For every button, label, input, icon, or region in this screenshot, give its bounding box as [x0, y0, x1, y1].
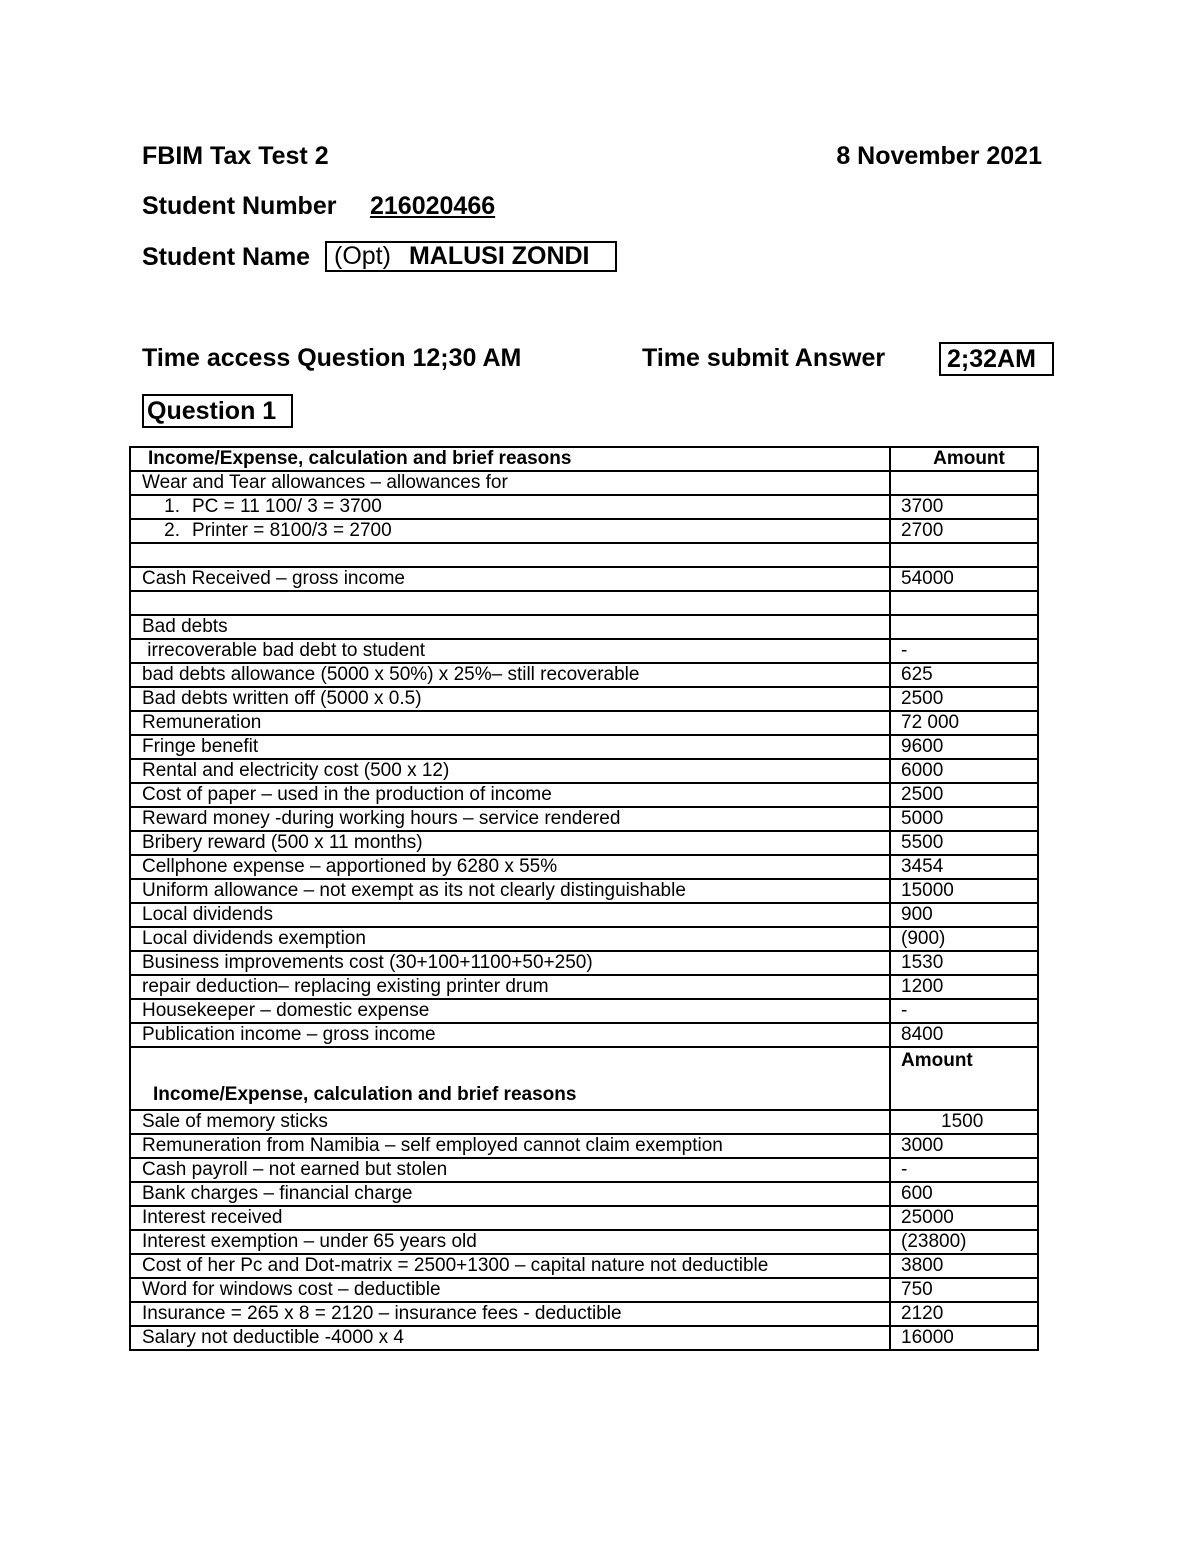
table-row [130, 591, 1038, 615]
row-label: Cost of paper – used in the production of income [130, 783, 890, 807]
row-amount: 16000 [890, 1326, 1038, 1350]
student-name-label: Student Name [142, 243, 311, 271]
table-row [130, 807, 1038, 831]
row-amount: 3800 [890, 1254, 1038, 1278]
row-amount: 1530 [890, 951, 1038, 975]
table-row [130, 1206, 1038, 1230]
table-row [130, 1158, 1038, 1182]
table-row [130, 903, 1038, 927]
table-row [130, 567, 1038, 591]
row-amount: 6000 [890, 759, 1038, 783]
row-label-text: PC = 11 100/ 3 = 3700 [192, 496, 382, 517]
table-row [130, 735, 1038, 759]
row-amount: 9600 [890, 735, 1038, 759]
row-amount: 3000 [890, 1134, 1038, 1158]
row-amount: 900 [890, 903, 1038, 927]
table-row [130, 1230, 1038, 1254]
row-label: Publication income – gross income [130, 1023, 890, 1047]
row-label: Reward money -during working hours – service rendered [130, 807, 890, 831]
table-row [130, 975, 1038, 999]
student-name-box [325, 241, 617, 272]
row-label-text: Printer = 8100/3 = 2700 [192, 520, 392, 541]
table-row [130, 639, 1038, 663]
row-amount: 2120 [890, 1302, 1038, 1326]
table-row [130, 1110, 1038, 1134]
row-amount: 15000 [890, 879, 1038, 903]
row-amount: 25000 [890, 1206, 1038, 1230]
column-header-amount: Amount [890, 447, 1038, 471]
row-label [130, 591, 890, 615]
row-label: Remuneration from Namibia – self employed cannot claim exemption [130, 1134, 890, 1158]
row-label: Cellphone expense – apportioned by 6280 x 55% [130, 855, 890, 879]
table-row [130, 1023, 1038, 1047]
student-name-optional: (Opt) [334, 242, 391, 270]
column-header-label: Income/Expense, calculation and brief reasons [130, 447, 890, 471]
row-amount: (900) [890, 927, 1038, 951]
row-label: Business improvements cost (30+100+1100+50+250) [130, 951, 890, 975]
row-label: Remuneration [130, 711, 890, 735]
table-row [130, 1134, 1038, 1158]
row-amount: - [890, 639, 1038, 663]
row-amount: 5500 [890, 831, 1038, 855]
row-amount: 1500 [890, 1110, 1038, 1134]
row-label: Fringe benefit [130, 735, 890, 759]
row-amount: 8400 [890, 1023, 1038, 1047]
table-row [130, 831, 1038, 855]
answer-table [129, 446, 1039, 1351]
document-title: FBIM Tax Test 2 [142, 142, 329, 170]
row-label: Bribery reward (500 x 11 months) [130, 831, 890, 855]
table-row [130, 543, 1038, 567]
row-amount: 2700 [890, 519, 1038, 543]
table-row [130, 999, 1038, 1023]
row-label: Cash payroll – not earned but stolen [130, 1158, 890, 1182]
row-amount: - [890, 1158, 1038, 1182]
row-amount: 3454 [890, 855, 1038, 879]
question-heading: Question 1 [142, 394, 293, 428]
row-number: 2. [164, 520, 180, 541]
student-name-value: MALUSI ZONDI [408, 242, 590, 270]
row-label: Salary not deductible -4000 x 4 [130, 1326, 890, 1350]
row-amount [890, 471, 1038, 495]
test-date: 8 November 2021 [836, 142, 1042, 170]
row-amount [890, 591, 1038, 615]
row-amount: 600 [890, 1182, 1038, 1206]
table-row [130, 1182, 1038, 1206]
row-amount [890, 543, 1038, 567]
row-label: Rental and electricity cost (500 x 12) [130, 759, 890, 783]
row-amount: 5000 [890, 807, 1038, 831]
row-number: 1. [164, 496, 180, 517]
time-submit-label: Time submit Answer [642, 344, 886, 372]
table-header-row [130, 447, 1038, 471]
table-row [130, 951, 1038, 975]
row-label: Word for windows cost – deductible [130, 1278, 890, 1302]
column-header-label: Income/Expense, calculation and brief reasons [130, 1047, 890, 1110]
row-amount: 625 [890, 663, 1038, 687]
time-access-question: Time access Question 12;30 AM [142, 344, 522, 372]
row-amount: 2500 [890, 687, 1038, 711]
row-label [130, 543, 890, 567]
table-row [130, 1326, 1038, 1350]
table-header-row-repeat [130, 1047, 1038, 1110]
table-row [130, 663, 1038, 687]
table-row [130, 519, 1038, 543]
table-row [130, 495, 1038, 519]
column-header-amount: Amount [890, 1047, 1038, 1110]
table-row [130, 1278, 1038, 1302]
row-label: Local dividends [130, 903, 890, 927]
row-label: Housekeeper – domestic expense [130, 999, 890, 1023]
row-amount: 54000 [890, 567, 1038, 591]
table-row [130, 783, 1038, 807]
row-label: Bad debts written off (5000 x 0.5) [130, 687, 890, 711]
table-row [130, 927, 1038, 951]
table-row [130, 1254, 1038, 1278]
row-label: Wear and Tear allowances – allowances for [130, 471, 890, 495]
student-number-value: 216020466 [370, 192, 496, 220]
row-label: Bad debts [130, 615, 890, 639]
table-row [130, 759, 1038, 783]
table-row [130, 1302, 1038, 1326]
row-label: Local dividends exemption [130, 927, 890, 951]
row-label: Interest received [130, 1206, 890, 1230]
row-label: Cost of her Pc and Dot-matrix = 2500+1300 – capital nature not deductible [130, 1254, 890, 1278]
row-label: Uniform allowance – not exempt as its not clearly distinguishable [130, 879, 890, 903]
table-row [130, 855, 1038, 879]
row-label: Insurance = 265 x 8 = 2120 – insurance fees - deductible [130, 1302, 890, 1326]
row-label [130, 495, 890, 519]
row-label: Bank charges – financial charge [130, 1182, 890, 1206]
row-label: Sale of memory sticks [130, 1110, 890, 1134]
table-row [130, 879, 1038, 903]
table-row [130, 687, 1038, 711]
row-label: repair deduction– replacing existing printer drum [130, 975, 890, 999]
table-row [130, 615, 1038, 639]
row-amount: 1200 [890, 975, 1038, 999]
row-amount: 750 [890, 1278, 1038, 1302]
row-label: irrecoverable bad debt to student [130, 639, 890, 663]
row-amount: (23800) [890, 1230, 1038, 1254]
row-amount: 2500 [890, 783, 1038, 807]
student-number-label: Student Number [142, 192, 337, 220]
row-label: Interest exemption – under 65 years old [130, 1230, 890, 1254]
table-row [130, 711, 1038, 735]
row-amount: 72 000 [890, 711, 1038, 735]
time-submit-value: 2;32AM [939, 342, 1054, 376]
row-label: bad debts allowance (5000 x 50%) x 25%– still recoverable [130, 663, 890, 687]
row-amount [890, 615, 1038, 639]
row-label: Cash Received – gross income [130, 567, 890, 591]
row-amount: 3700 [890, 495, 1038, 519]
row-amount: - [890, 999, 1038, 1023]
table-row [130, 471, 1038, 495]
row-label [130, 519, 890, 543]
